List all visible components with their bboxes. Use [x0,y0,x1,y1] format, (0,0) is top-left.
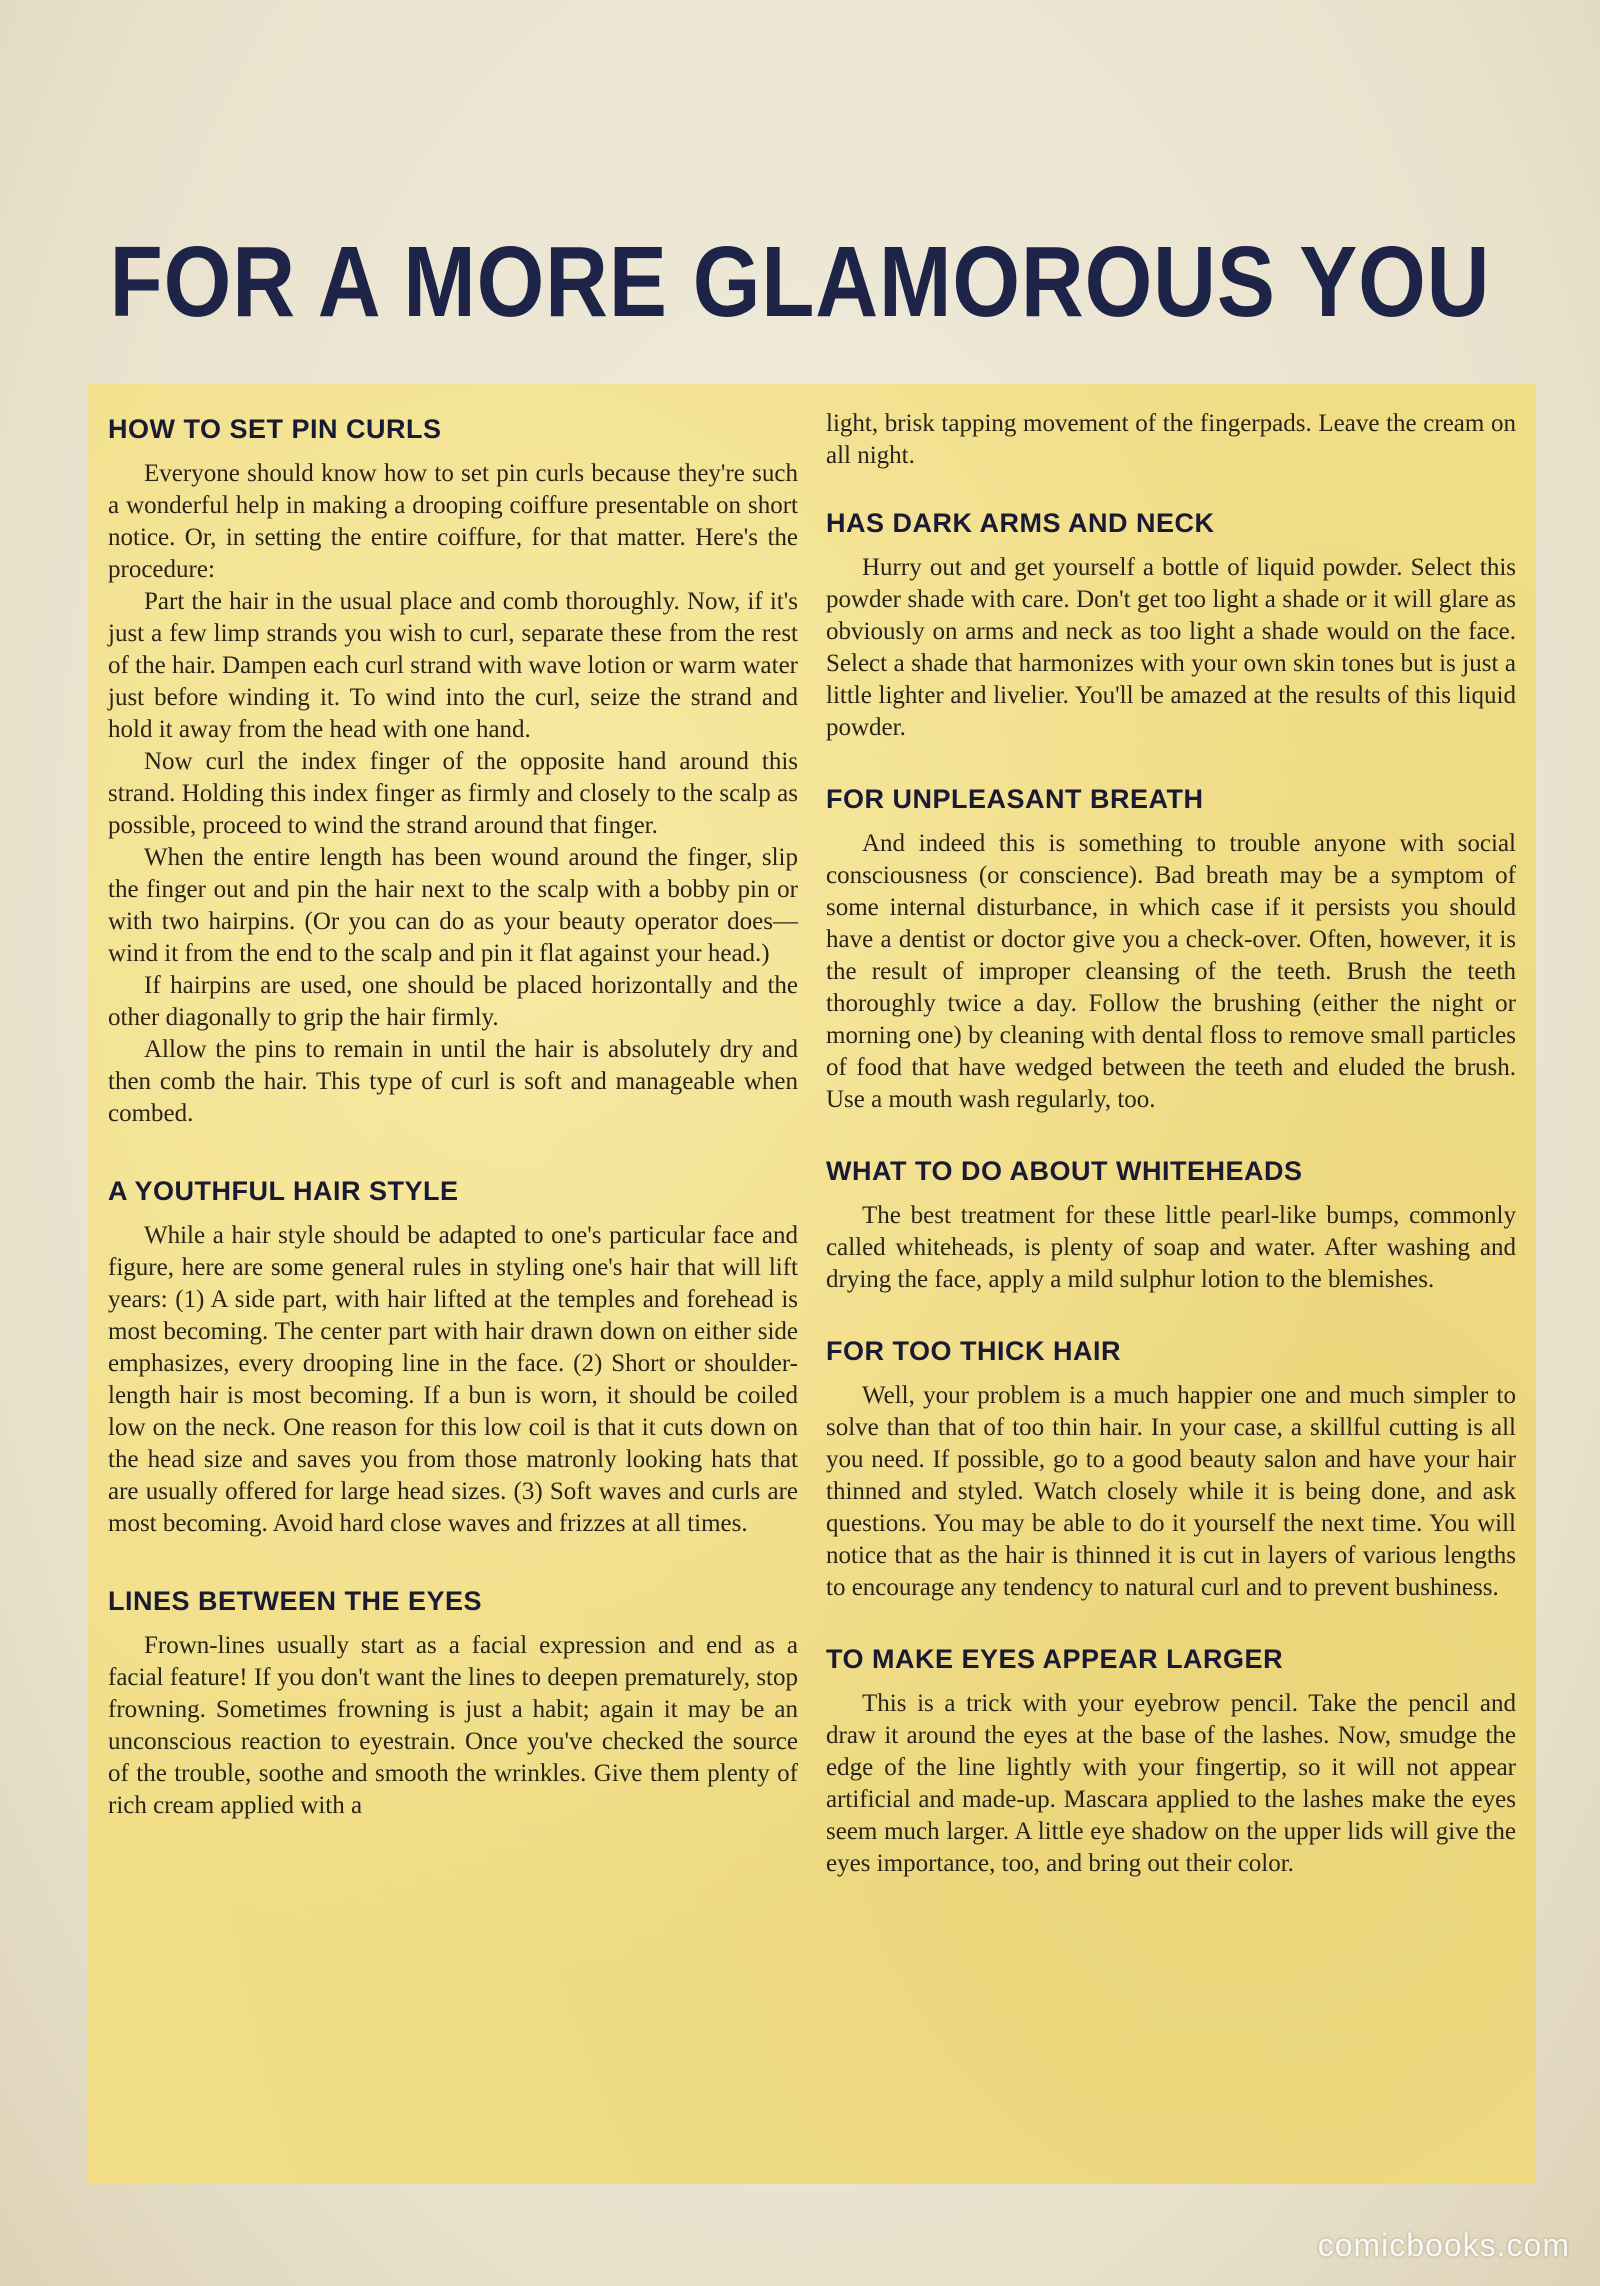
left-column [108,384,798,1822]
paragraph: Frown-lines usually start as a facial expression and end as a facial feature! If you don't want the lines to deepen prematurely, stop frowning. Sometimes frowning is just a habit; again it may be an unconscious reaction to eyestrain. Once you've checked the source of the trouble, soothe and smooth the wrinkles. Give them plenty of rich cream applied with a [108,1632,798,1819]
heading-too-thick-hair: FOR TOO THICK HAIR [826,1336,1121,1366]
continued-paragraph: light, brisk tapping movement of the fingerpads. Leave the cream on all night. [826,410,1516,469]
section-unpleasant-breath [826,828,1516,1116]
heading-lines-between-eyes: LINES BETWEEN THE EYES [108,1586,483,1616]
paragraph: This is a trick with your eyebrow pencil. Take the pencil and draw it around the eyes at the base of the lashes. Now, smudge the edge of the line lightly with your fingertip, so it will not appear artificial and made-up. Mascara applied to the lashes make the eyes seem much larger. A little eye shadow on the upper lids will give the eyes importance, too, and bring out their color. [826,1690,1516,1877]
paragraph: While a hair style should be adapted to one's particular face and figure, here are some general rules in styling one's hair that will lift years: (1) A side part, with hair lifted at the temples and forehead is most becoming. The center part with hair drawn down on either side emphasizes, every drooping line in the face. (2) Short or shoulder-length hair is most becoming. If a bun is worn, it should be coiled low on the neck. One reason for this low coil is that it cuts down on the head size and saves you from those matronly looking hats that are usually offered for large head sizes. (3) Soft waves and curls are most becoming. Avoid hard close waves and frizzes at all times. [108,1222,798,1537]
paragraph: Everyone should know how to set pin curls because they're such a wonderful help in making a drooping coiffure presentable on short notice. Or, in setting the entire coiffure, for that matter. Here's the procedure: [108,460,798,583]
paragraph: Now curl the index finger of the opposite hand around this strand. Holding this index finger as firmly and closely to the scalp as possible, proceed to wind the strand around that finger. [108,748,798,839]
paragraph: And indeed this is something to trouble anyone with social consciousness (or conscience). Bad breath may be a symptom of some internal disturbance, in which case if it persists you should have a dentist or doctor give you a check-over. Often, however, it is the result of improper cleansing of the teeth. Brush the teeth thoroughly twice a day. Follow the brushing (either the night or morning one) by cleaning with dental floss to remove small particles of food that have wedged between the teeth and eluded the brush. Use a mouth wash regularly, too. [826,830,1516,1113]
heading-eyes-larger: TO MAKE EYES APPEAR LARGER [826,1644,1284,1674]
right-column [826,384,1516,1880]
section-lines-between-eyes [108,1630,798,1822]
heading-youthful-hair-style: A YOUTHFUL HAIR STYLE [108,1176,459,1206]
paragraph: Hurry out and get yourself a bottle of liquid powder. Select this powder shade with care. Don't get too light a shade or it will glare as obviously on arms and neck as too light a shade would on the face. Select a shade that harmonizes with your own skin tones but is just a little lighter and livelier. You'll be amazed at the results of this liquid powder. [826,554,1516,741]
section-dark-arms-neck [826,552,1516,744]
heading-dark-arms-neck: HAS DARK ARMS AND NECK [826,508,1215,538]
section-pin-curls [108,458,798,1130]
heading-pin-curls: HOW TO SET PIN CURLS [108,414,442,444]
section-eyes-larger [826,1688,1516,1880]
heading-whiteheads: WHAT TO DO ABOUT WHITEHEADS [826,1156,1303,1186]
heading-unpleasant-breath: FOR UNPLEASANT BREATH [826,784,1204,814]
page-title: FOR A MORE GLAMOROUS YOU [109,226,1491,338]
paragraph: Allow the pins to remain in until the hair is absolutely dry and then comb the hair. This type of curl is soft and manageable when combed. [108,1036,798,1127]
paragraph: Well, your problem is a much happier one and much simpler to solve than that of too thin hair. In your case, a skillful cutting is all you need. If possible, go to a good beauty salon and have your hair thinned and styled. Watch closely while it is being done, and ask questions. You may be able to do it yourself the next time. You will notice that as the hair is thinned it is cut in layers of various lengths to encourage any tendency to natural curl and to prevent bushiness. [826,1382,1516,1601]
paragraph: The best treatment for these little pearl-like bumps, commonly called whiteheads, is plenty of soap and water. After washing and drying the face, apply a mild sulphur lotion to the blemishes. [826,1202,1516,1293]
article-panel [88,384,1536,2184]
section-whiteheads [826,1200,1516,1296]
section-youthful-hair-style [108,1220,798,1540]
paragraph: When the entire length has been wound around the finger, slip the finger out and pin the hair next to the scalp with a bobby pin or with two hairpins. (Or you can do as your beauty operator does—wind it from the end to the scalp and pin it flat against your head.) [108,844,798,967]
paragraph: If hairpins are used, one should be placed horizontally and the other diagonally to grip the hair firmly. [108,972,798,1031]
watermark: comicbooks.com [1317,2227,1570,2263]
section-too-thick-hair [826,1380,1516,1604]
paragraph: Part the hair in the usual place and comb thoroughly. Now, if it's just a few limp strands you wish to curl, separate these from the rest of the hair. Dampen each curl strand with wave lotion or warm water just before winding it. To wind into the curl, seize the strand and hold it away from the head with one hand. [108,588,798,743]
